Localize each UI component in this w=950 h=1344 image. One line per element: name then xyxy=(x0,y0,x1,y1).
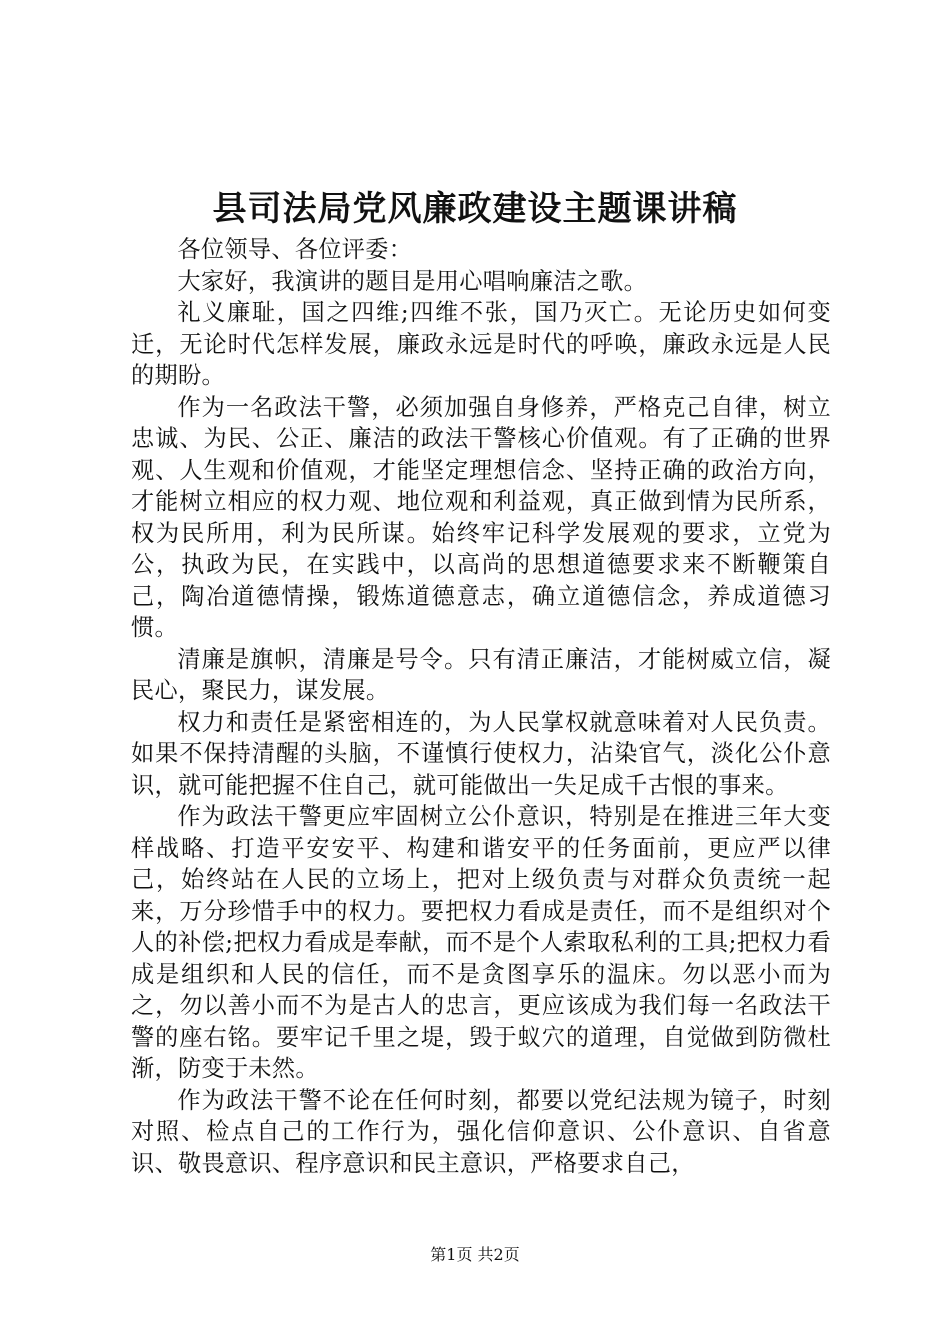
page-number-footer: 第1页 共2页 xyxy=(430,1245,520,1264)
paragraph-greeting: 各位领导、各位评委： xyxy=(177,236,413,263)
document-title: 县司法局党风廉政建设主题课讲稿 xyxy=(212,189,738,229)
document-body xyxy=(131,234,831,1179)
paragraph: 作为一名政法干警，必须加强自身修养，严格克己自律，树立忠诚、为民、公正、廉洁的政法干警核心价值观。有了正确的世界观、人生观和价值观，才能坚定理想信念、坚持正确的政治方向，才能树立相应的权力观、地位观和利益观，真正做到情为民所系，权为民所用，利为民所谋。始终牢记科学发展观的要求，立党为公，执政为民，在实践中，以高尚的思想道德要求来不断鞭策自己，陶冶道德情操，锻炼道德意志，确立道德信念，养成道德习惯。 xyxy=(131,393,831,641)
paragraph: 作为政法干警不论在任何时刻，都要以党纪法规为镜子，时刻对照、检点自己的工作行为，强化信仰意识、公仆意识、自省意识、敬畏意识、程序意识和民主意识，严格要求自己， xyxy=(131,1086,831,1177)
paragraph: 礼义廉耻，国之四维;四维不张，国乃灭亡。无论历史如何变迁，无论时代怎样发展，廉政永远是时代的呼唤，廉政永远是人民的期盼。 xyxy=(131,299,831,389)
paragraph-intro: 大家好，我演讲的题目是用心唱响廉洁之歌。 xyxy=(177,267,648,295)
paragraph: 清廉是旗帜，清廉是号令。只有清正廉洁，才能树威立信，凝民心，聚民力，谋发展。 xyxy=(131,645,831,704)
paragraph: 权力和责任是紧密相连的，为人民掌权就意味着对人民负责。如果不保持清醒的头脑，不谨慎行使权力，沾染官气，淡化公仆意识，就可能把握不住自己，就可能做出一失足成千古恨的事来。 xyxy=(131,708,831,799)
paragraph: 作为政法干警更应牢固树立公仆意识，特别是在推进三年大变样战略、打造平安安平、构建和谐安平的任务面前，更应严以律己，始终站在人民的立场上，把对上级负责与对群众负责统一起来，万分珍惜手中的权力。要把权力看成是责任，而不是组织对个人的补偿;把权力看成是奉献，而不是个人索取私利的工具;把权力看成是组织和人民的信任，而不是贪图享乐的温床。勿以恶小而为之，勿以善小而不为是古人的忠言，更应该成为我们每一名政法干警的座右铭。要牢记千里之堤，毁于蚁穴的道理，自觉做到防微杜渐，防变于未然。 xyxy=(131,803,831,1082)
